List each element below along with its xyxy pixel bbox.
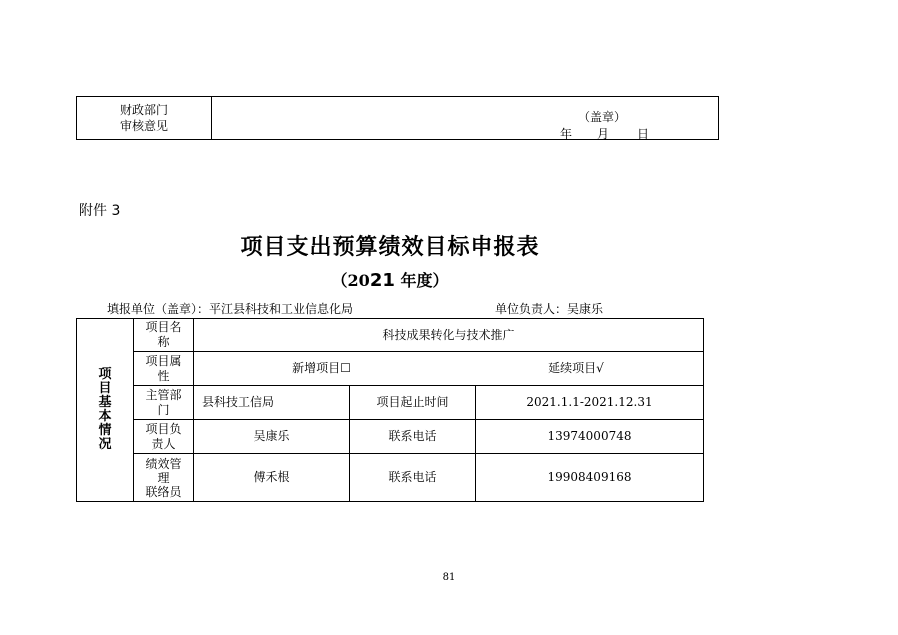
page-number: 81 bbox=[442, 572, 456, 583]
filler-unit: 填报单位（盖章）：平江县科技和工业信息化局 bbox=[107, 302, 354, 316]
perf-contact-value: 傅禾根 bbox=[253, 470, 290, 484]
attachment-label: 附件 3 bbox=[79, 203, 121, 219]
unit-responsible: 单位负责人：吴康乐 bbox=[495, 302, 604, 316]
section-char: 本 bbox=[98, 409, 112, 424]
label-line: 性 bbox=[157, 368, 170, 383]
section-char: 况 bbox=[98, 437, 112, 452]
date-year: 年 bbox=[560, 127, 573, 141]
date-month: 月 bbox=[597, 127, 610, 141]
project-name-label bbox=[134, 319, 193, 351]
label-line: 主管部 bbox=[145, 387, 182, 402]
project-attr-label bbox=[134, 352, 193, 385]
label-line: 门 bbox=[157, 402, 170, 417]
lead-value: 吴康乐 bbox=[253, 429, 290, 443]
section-char: 基 bbox=[98, 395, 112, 410]
year-close: 年度） bbox=[394, 271, 449, 290]
stamp-text: （盖章） bbox=[578, 110, 627, 124]
phone-value-2: 19908409168 bbox=[547, 470, 632, 484]
period-value: 2021.1.1-2021.12.31 bbox=[526, 395, 653, 409]
label-line: 绩效管 bbox=[145, 456, 182, 471]
label-line: 项目负 bbox=[145, 421, 182, 436]
phone-value-1: 13974000748 bbox=[547, 429, 632, 443]
lead-label bbox=[134, 420, 193, 453]
year-open: （20 bbox=[331, 271, 370, 290]
dept-label bbox=[134, 386, 193, 419]
finance-approval-label bbox=[77, 97, 212, 139]
attr-new-option: 新增项目☐ bbox=[292, 361, 351, 375]
project-name-value: 科技成果转化与技术推广 bbox=[382, 327, 515, 342]
date-day: 日 bbox=[637, 127, 650, 141]
label-line: 项目属 bbox=[145, 353, 182, 368]
label-line: 称 bbox=[157, 335, 170, 349]
project-basic-info-table bbox=[76, 318, 704, 502]
label-line: 责人 bbox=[151, 436, 176, 451]
year-highlight: 21 bbox=[369, 270, 395, 291]
label-line: 联络员 bbox=[145, 484, 182, 499]
perf-contact-label bbox=[134, 454, 193, 501]
section-char: 项 bbox=[98, 367, 112, 382]
section-char: 情 bbox=[98, 423, 112, 438]
label-line: 项目名 bbox=[145, 320, 182, 334]
label-line: 理 bbox=[157, 470, 170, 485]
page-title: 项目支出预算绩效目标申报表 bbox=[240, 235, 540, 260]
dept-value: 县科技工信局 bbox=[202, 395, 275, 409]
finance-approval-label-line2: 审核意见 bbox=[119, 119, 168, 133]
attr-continue-option: 延续项目√ bbox=[548, 361, 604, 375]
year-subtitle bbox=[0, 268, 780, 291]
finance-approval-label-line1: 财政部门 bbox=[119, 103, 168, 117]
phone-label-1: 联系电话 bbox=[388, 429, 437, 443]
phone-label-2: 联系电话 bbox=[388, 470, 437, 484]
section-label bbox=[77, 319, 133, 501]
section-char: 目 bbox=[98, 381, 112, 396]
period-label: 项目起止时间 bbox=[376, 395, 449, 409]
